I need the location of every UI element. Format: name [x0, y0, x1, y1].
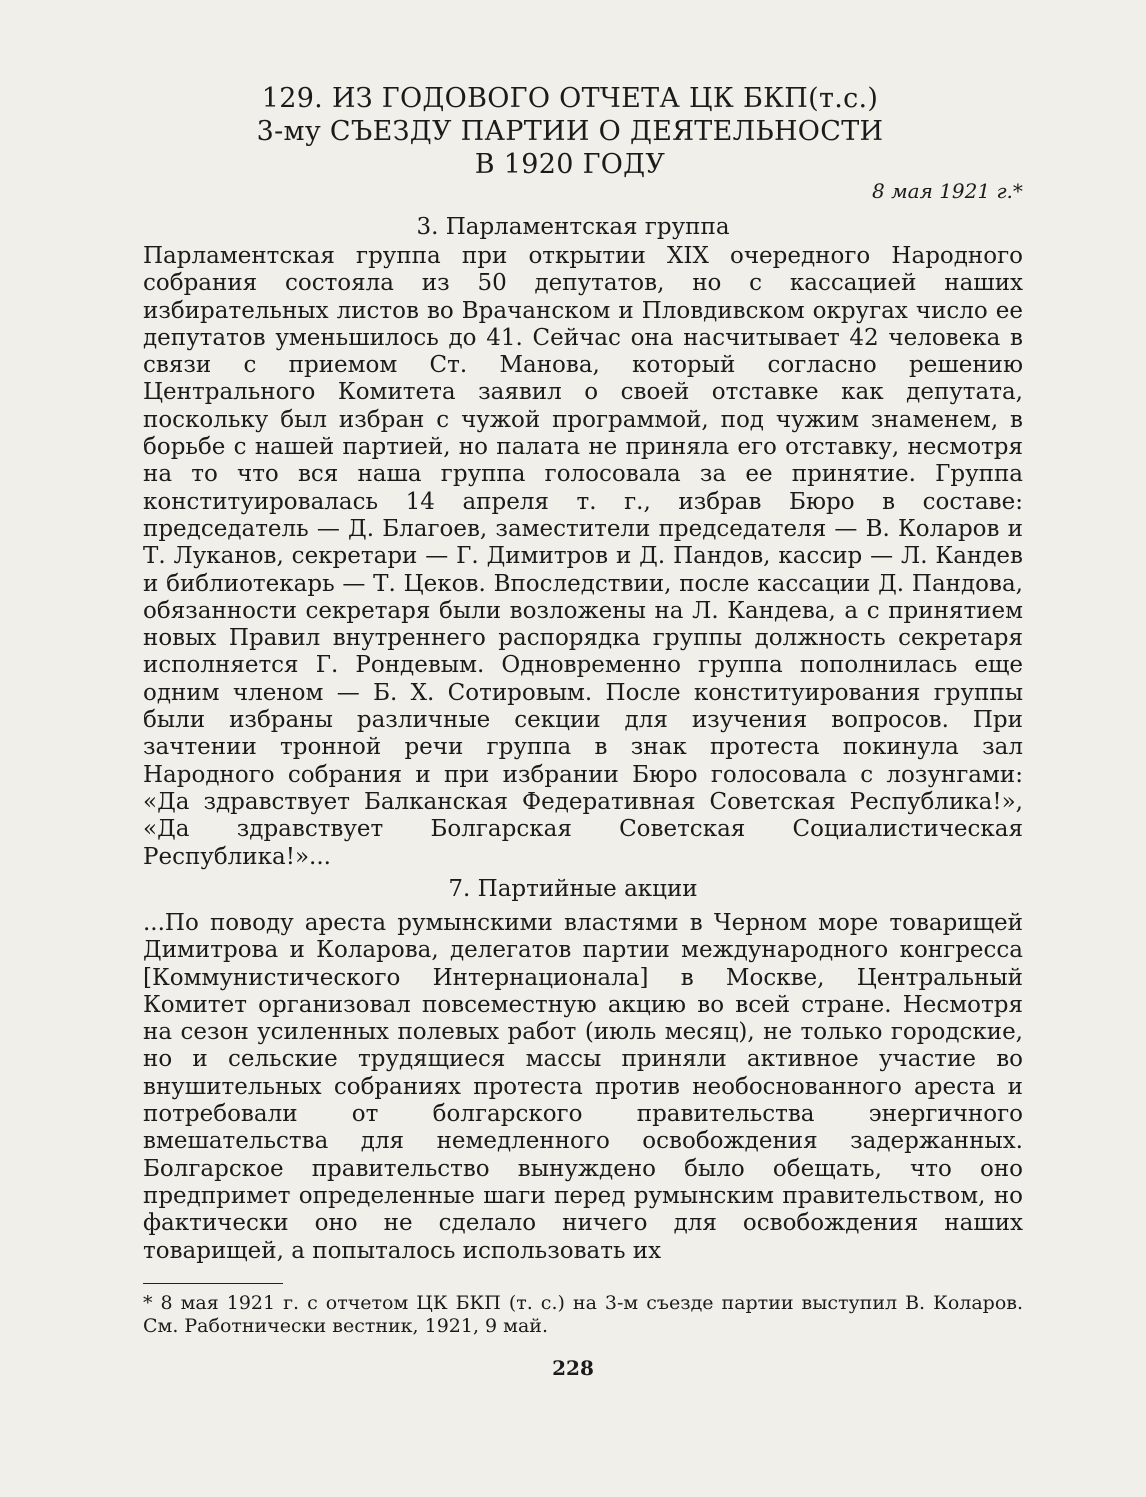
section-heading-party-actions: 7. Партийные акции: [448, 876, 698, 902]
document-title: [200, 82, 940, 181]
section-body-party-actions: [143, 910, 1023, 1265]
title-line: 3-му СЪЕЗДУ ПАРТИИ О ДЕЯТЕЛЬНОСТИ: [256, 116, 884, 147]
footnote-divider: [143, 1283, 283, 1284]
footnote: * 8 мая 1921 г. с отчетом ЦК БКП (т. с.) на 3-м съезде партии выступил В. Коларов. См. Работнически вестник, 1921, 9 май.: [143, 1292, 1023, 1337]
section-heading-parliamentary-group: 3. Парламентская группа: [416, 214, 730, 240]
title-line: В 1920 ГОДУ: [474, 149, 666, 180]
paragraph: ...По поводу ареста румынскими властями в Черном море товарищей Димитрова и Коларова, делегатов партии международного конгресса [Коммунистического Интернационала] в Москве, Центральный Комитет организовал повсеместную акцию во всей стране. Несмотря на сезон усиленных полевых работ (июль месяц), не только городские, но и сельские трудящиеся массы приняли активное участие во внушительных собраниях протеста против необоснованного ареста и потребовали от болгарского правительства энергичного вмешательства для немедленного освобождения задержанных. Болгарское правительство вынуждено было обещать, что оно предпримет определенные шаги перед румынским правительством, но фактически оно не сделало ничего для освобождения наших товарищей, а попыталось использовать их: [143, 910, 1023, 1264]
document-date: 8 мая 1921 г.*: [872, 179, 1023, 203]
title-line: 129. ИЗ ГОДОВОГО ОТЧЕТА ЦК БКП(т.с.): [261, 83, 879, 114]
paragraph: Парламентская группа при открытии XIX очередного Народного собрания состояла из 50 депутатов, но с кассацией наших избирательных листов во Врачанском и Пловдивском округах число ее депутатов уменьшилось до 41. Сейчас она насчитывает 42 человека в связи с приемом Ст. Манова, который согласно решению Центрального Комитета заявил о своей отставке как депутата, поскольку был избран с чужой программой, под чужим знаменем, в борьбе с нашей партией, но палата не приняла его отставку, несмотря на то что вся наша группа голосовала за ее принятие. Группа конституировалась 14 апреля т. г., избрав Бюро в составе: председатель — Д. Благоев, заместители председателя — В. Коларов и Т. Луканов, секретари — Г. Димитров и Д. Пандов, кассир — Л. Кандев и библиотекарь — Т. Цеков. Впоследствии, после кассации Д. Пандова, обязанности секретаря были возложены на Л. Кандева, а с принятием новых Правил внутреннего распорядка группы должность секретаря исполняется Г. Рондевым. Одновременно группа пополнилась еще одним членом — Б. Х. Сотировым. После конституирования группы были избраны различные секции для изучения вопросов. При зачтении тронной речи группа в знак протеста покинула зал Народного собрания и при избрании Бюро голосовала с лозунгами: «Да здравствует Балканская Федеративная Советская Республика!», «Да здравствует Болгарская Советская Социалистическая Республика!»...: [143, 243, 1023, 870]
page-number: 228: [552, 1356, 594, 1380]
section-body-parliamentary-group: [143, 243, 1023, 871]
